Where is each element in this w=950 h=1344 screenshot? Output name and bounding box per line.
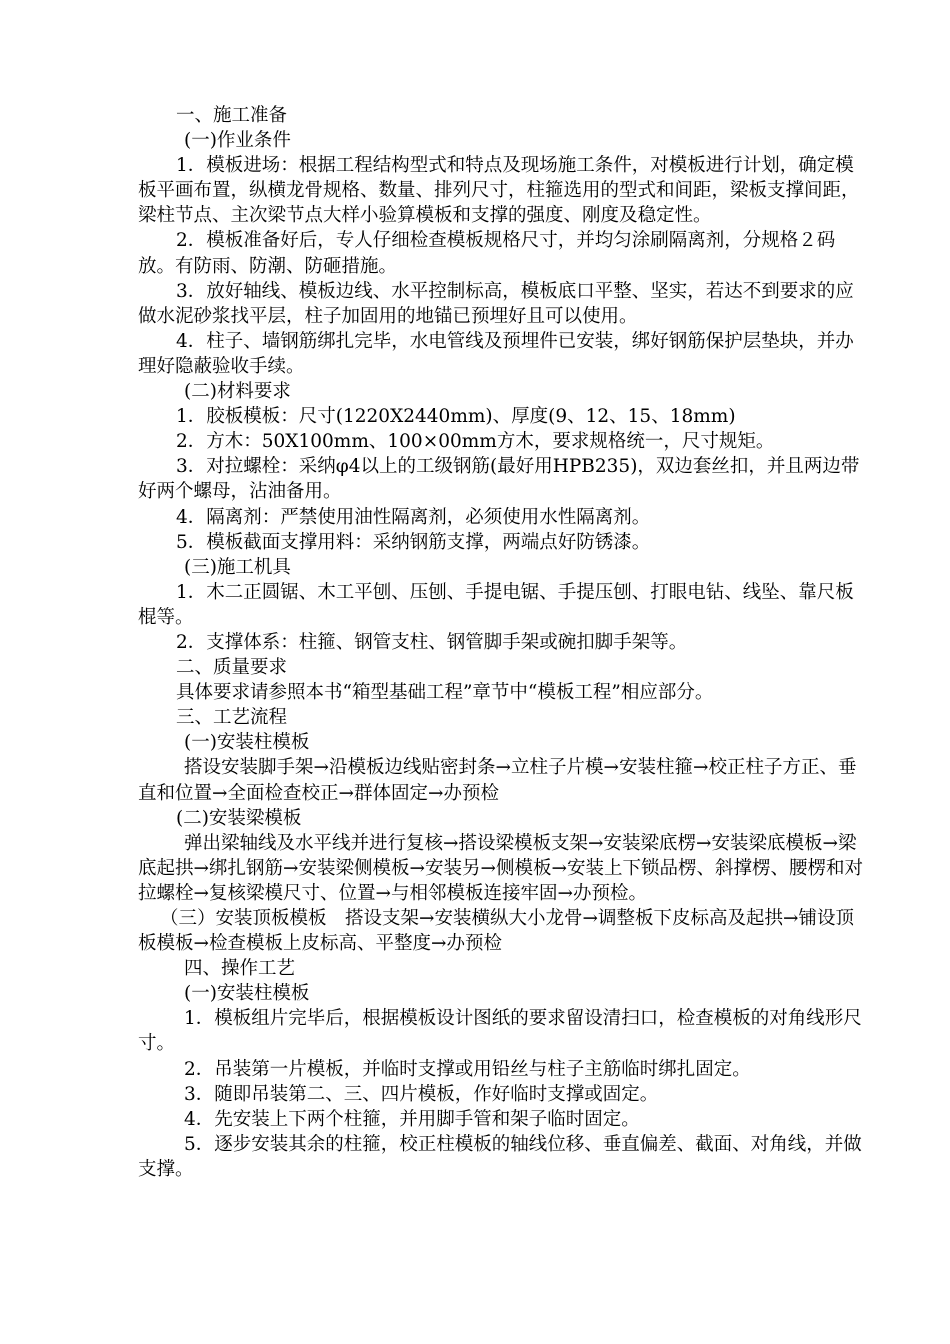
paragraph: 具体要求请参照本书“箱型基础工程”章节中“模板工程”相应部分。 bbox=[176, 682, 714, 704]
subheading-install-column-formwork: (一)安装柱模板 bbox=[184, 732, 310, 754]
paragraph: 1．模板组片完毕后，根据模板设计图纸的要求留设清扫口，检查模板的对角线形尺寸。 bbox=[138, 1008, 862, 1055]
paragraph: 弹出梁轴线及水平线并进行复核→搭设梁模板支架→安装梁底楞→安装梁底模板→梁底起拱→绑扎钢筋→安装梁侧模板→安装另→侧模板→安装上下锁品楞、斜撑楞、腰楞和对拉螺栓→复核梁模尺寸、位置→与相邻模板连接牢固→办预检。 bbox=[138, 832, 864, 904]
paragraph: 4．柱子、墙钢筋绑扎完毕，水电管线及预埋件已安装，绑好钢筋保护层垫块，并办理好隐蔽验收手续。 bbox=[138, 330, 854, 377]
subheading-install-column-formwork: (一)安装柱模板 bbox=[184, 983, 310, 1005]
paragraph: （三）安装顶板模板 搭设支架→安装横纵大小龙骨→调整板下皮标高及起拱→铺设顶板模板→检查模板上皮标高、平整度→办预检 bbox=[138, 908, 855, 955]
paragraph: 5．逐步安装其余的柱箍，校正柱模板的轴线位移、垂直偏差、截面、对角线，并做支撑。 bbox=[138, 1133, 862, 1180]
paragraph: 3．随即吊装第二、三、四片模板，作好临时支撑或固定。 bbox=[184, 1083, 659, 1105]
paragraph: 搭设安装脚手架→沿模板边线贴密封条→立柱子片模→安装柱箍→校正柱子方正、垂直和位置→全面检查校正→群体固定→办预检 bbox=[138, 757, 857, 804]
subheading-install-beam-formwork: (二)安装梁模板 bbox=[176, 807, 302, 829]
paragraph: 2．模板准备好后，专人仔细检查模板规格尺寸，并均匀涂刷隔离剂，分规格２码放。有防雨、防潮、防砸措施。 bbox=[138, 230, 836, 277]
heading-operation-process: 四、操作工艺 bbox=[184, 958, 296, 980]
paragraph: 2．支撑体系：柱箍、钢管支柱、钢管脚手架或碗扣脚手架等。 bbox=[176, 631, 688, 653]
heading-quality-requirements: 二、质量要求 bbox=[176, 657, 288, 679]
paragraph: 2．吊装第一片模板，并临时支撑或用铅丝与柱子主筋临时绑扎固定。 bbox=[184, 1058, 751, 1080]
paragraph: 3．放好轴线、模板边线、水平控制标高，模板底口平整、坚实，若达不到要求的应做水泥砂浆找平层，柱子加固用的地锚已预埋好且可以使用。 bbox=[138, 280, 854, 327]
paragraph: 1．模板进场：根据工程结构型式和特点及现场施工条件，对模板进行计划，确定模板平画布置，纵横龙骨规格、数量、排列尺寸，柱箍选用的型式和间距，梁板支撑间距，梁柱节点、主次梁节点大样小验算模板和支撑的强度、刚度及稳定性。 bbox=[138, 155, 860, 227]
heading-process-flow: 三、工艺流程 bbox=[176, 707, 288, 729]
document-body bbox=[138, 103, 864, 1182]
paragraph: 3．对拉螺栓：采纳φ4以上的工级钢筋(最好用HPB235)，双边套丝扣，并且两边带好两个螺母，沾油备用。 bbox=[138, 456, 860, 503]
paragraph: 5．模板截面支撑用料：采纳钢筋支撑，两端点好防锈漆。 bbox=[176, 531, 651, 553]
paragraph: 4．先安装上下两个柱箍，并用脚手管和架子临时固定。 bbox=[184, 1108, 640, 1130]
paragraph: 1．木二正圆锯、木工平刨、压刨、手提电锯、手提压刨、打眼电钻、线坠、靠尺板棍等。 bbox=[138, 581, 854, 628]
paragraph: 4．隔离剂：严禁使用油性隔离剂，必须使用水性隔离剂。 bbox=[176, 506, 651, 528]
subheading-work-conditions: (一)作业条件 bbox=[184, 130, 291, 152]
heading-construction-preparation: 一、施工准备 bbox=[176, 105, 288, 126]
subheading-material-requirements: (二)材料要求 bbox=[184, 381, 291, 403]
subheading-construction-machinery: (三)施工机具 bbox=[184, 556, 291, 578]
paragraph: 1．胶板模板：尺寸(1220X2440mm)、厚度(9、12、15、18mm) bbox=[176, 406, 736, 428]
paragraph: 2．方木：50X100mm、100×00mm方木，要求规格统一，尺寸规矩。 bbox=[176, 431, 775, 453]
